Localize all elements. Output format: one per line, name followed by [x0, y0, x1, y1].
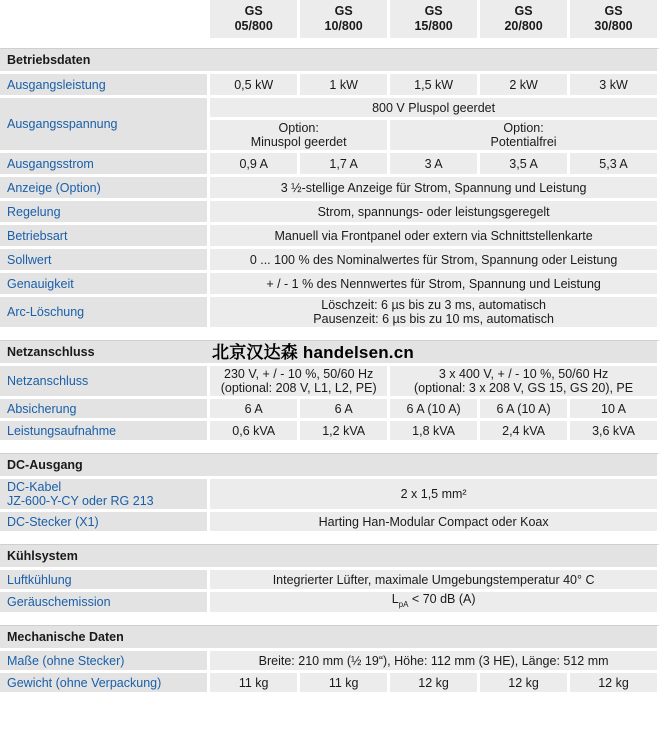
cell-value: 230 V, + / - 10 %, 50/60 Hz (optional: 208 V, L1, L2, PE) — [210, 366, 390, 399]
model-header-row — [0, 0, 660, 38]
table-row — [0, 225, 660, 249]
cell-value: $L_{pA} < 70$ dB (A) — [210, 592, 660, 615]
table-row — [0, 479, 660, 512]
table-row — [0, 512, 660, 534]
cell-value: 1,7 A — [300, 153, 390, 177]
table-row — [0, 177, 660, 201]
model-header: GS 10/800 — [300, 0, 390, 38]
row-label-anzeige[interactable]: Anzeige (Option) — [0, 177, 210, 201]
cell-value: 11 kg — [210, 673, 300, 695]
watermark-text: 北京汉达森 handelsen.cn — [212, 343, 414, 362]
table-row — [0, 249, 660, 273]
table-row — [0, 421, 660, 443]
cell-value: 12 kg — [570, 673, 660, 695]
row-label-arc-loeschung[interactable]: Arc-Löschung — [0, 297, 210, 330]
spacer — [0, 534, 660, 544]
table-row — [0, 74, 660, 98]
cell-value: 11 kg — [300, 673, 390, 695]
spacer — [0, 615, 660, 625]
model-header: GS 15/800 — [390, 0, 480, 38]
table-row — [0, 153, 660, 177]
cell-value: 12 kg — [390, 673, 480, 695]
cell-value: 2 x 1,5 mm² — [210, 479, 660, 512]
cell-value: 0,5 kW — [210, 74, 300, 98]
table-row — [0, 273, 660, 297]
table-row — [0, 98, 660, 120]
row-label-absicherung[interactable]: Absicherung — [0, 399, 210, 421]
table-row — [0, 399, 660, 421]
cell-value: 2,4 kVA — [480, 421, 570, 443]
header-corner — [0, 0, 210, 38]
table-row — [0, 201, 660, 225]
row-label-dc-kabel[interactable]: DC-Kabel JZ-600-Y-CY oder RG 213 — [0, 479, 210, 512]
cell-value: Harting Han-Modular Compact oder Koax — [210, 512, 660, 534]
cell-value: Löschzeit: 6 µs bis zu 3 ms, automatisch Pausenzeit: 6 µs bis zu 10 ms, automatisch — [210, 297, 660, 330]
row-label-genauigkeit[interactable]: Genauigkeit — [0, 273, 210, 297]
cell-value: 3 kW — [570, 74, 660, 98]
cell-value: 3,6 kVA — [570, 421, 660, 443]
model-header: GS 30/800 — [570, 0, 660, 38]
cell-value: 6 A — [300, 399, 390, 421]
cell-value: 5,3 A — [570, 153, 660, 177]
cell-value: Breite: 210 mm (½ 19“), Höhe: 112 mm (3 HE), Länge: 512 mm — [210, 651, 660, 673]
cell-value: 12 kg — [480, 673, 570, 695]
section-title-dc-ausgang: DC-Ausgang — [0, 453, 660, 479]
cell-value: 10 A — [570, 399, 660, 421]
table-row — [0, 297, 660, 330]
cell-value: 0,9 A — [210, 153, 300, 177]
cell-option-minus: Option: Minuspol geerdet — [210, 120, 390, 153]
spacer — [0, 38, 660, 48]
row-label-ausgangsstrom[interactable]: Ausgangsstrom — [0, 153, 210, 177]
row-label-gewicht[interactable]: Gewicht (ohne Verpackung) — [0, 673, 210, 695]
table-row — [0, 651, 660, 673]
cell-value: 6 A (10 A) — [390, 399, 480, 421]
row-label-netzanschluss[interactable]: Netzanschluss — [0, 366, 210, 399]
section-title-mechanische-daten: Mechanische Daten — [0, 625, 660, 651]
table-row — [0, 673, 660, 695]
row-label-ausgangsspannung[interactable]: Ausgangsspannung — [0, 98, 210, 153]
cell-value: 1 kW — [300, 74, 390, 98]
cell-value: Strom, spannungs- oder leistungsgeregelt — [210, 201, 660, 225]
section-title-netzanschluss: Netzanschluss — [0, 340, 660, 366]
row-label-regelung[interactable]: Regelung — [0, 201, 210, 225]
table-row — [0, 570, 660, 592]
model-header: GS 20/800 — [480, 0, 570, 38]
cell-value: 3 A — [390, 153, 480, 177]
spacer — [0, 443, 660, 453]
cell-value: 0 ... 100 % des Nominalwertes für Strom, Spannung oder Leistung — [210, 249, 660, 273]
cell-value: Manuell via Frontpanel oder extern via Schnittstellenkarte — [210, 225, 660, 249]
cell-option-float: Option: Potentialfrei — [390, 120, 660, 153]
cell-value: Integrierter Lüfter, maximale Umgebungstemperatur 40° C — [210, 570, 660, 592]
cell-value: + / - 1 % des Nennwertes für Strom, Spannung und Leistung — [210, 273, 660, 297]
row-label-masse[interactable]: Maße (ohne Stecker) — [0, 651, 210, 673]
cell-value: 3 ½-stellige Anzeige für Strom, Spannung und Leistung — [210, 177, 660, 201]
row-label-ausgangsleistung[interactable]: Ausgangsleistung — [0, 74, 210, 98]
cell-value: 1,8 kVA — [390, 421, 480, 443]
table-row — [0, 366, 660, 399]
cell-value: 0,6 kVA — [210, 421, 300, 443]
cell-value: 800 V Pluspol geerdet — [210, 98, 660, 120]
cell-value: 6 A — [210, 399, 300, 421]
row-label-sollwert[interactable]: Sollwert — [0, 249, 210, 273]
row-label-luftkuehlung[interactable]: Luftkühlung — [0, 570, 210, 592]
cell-value: 1,2 kVA — [300, 421, 390, 443]
section-title-kuehlsystem: Kühlsystem — [0, 544, 660, 570]
table-row — [0, 592, 660, 615]
section-title-betriebsdaten: Betriebsdaten — [0, 48, 660, 74]
cell-value: 3,5 A — [480, 153, 570, 177]
cell-value: 1,5 kW — [390, 74, 480, 98]
row-label-geraeuschemission[interactable]: Geräuschemission — [0, 592, 210, 615]
model-header: GS 05/800 — [210, 0, 300, 38]
cell-value: 2 kW — [480, 74, 570, 98]
cell-value: 3 x 400 V, + / - 10 %, 50/60 Hz (optional: 3 x 208 V, GS 15, GS 20), PE — [390, 366, 660, 399]
cell-value: 6 A (10 A) — [480, 399, 570, 421]
row-label-leistungsaufnahme[interactable]: Leistungsaufnahme — [0, 421, 210, 443]
row-label-dc-stecker[interactable]: DC-Stecker (X1) — [0, 512, 210, 534]
row-label-betriebsart[interactable]: Betriebsart — [0, 225, 210, 249]
